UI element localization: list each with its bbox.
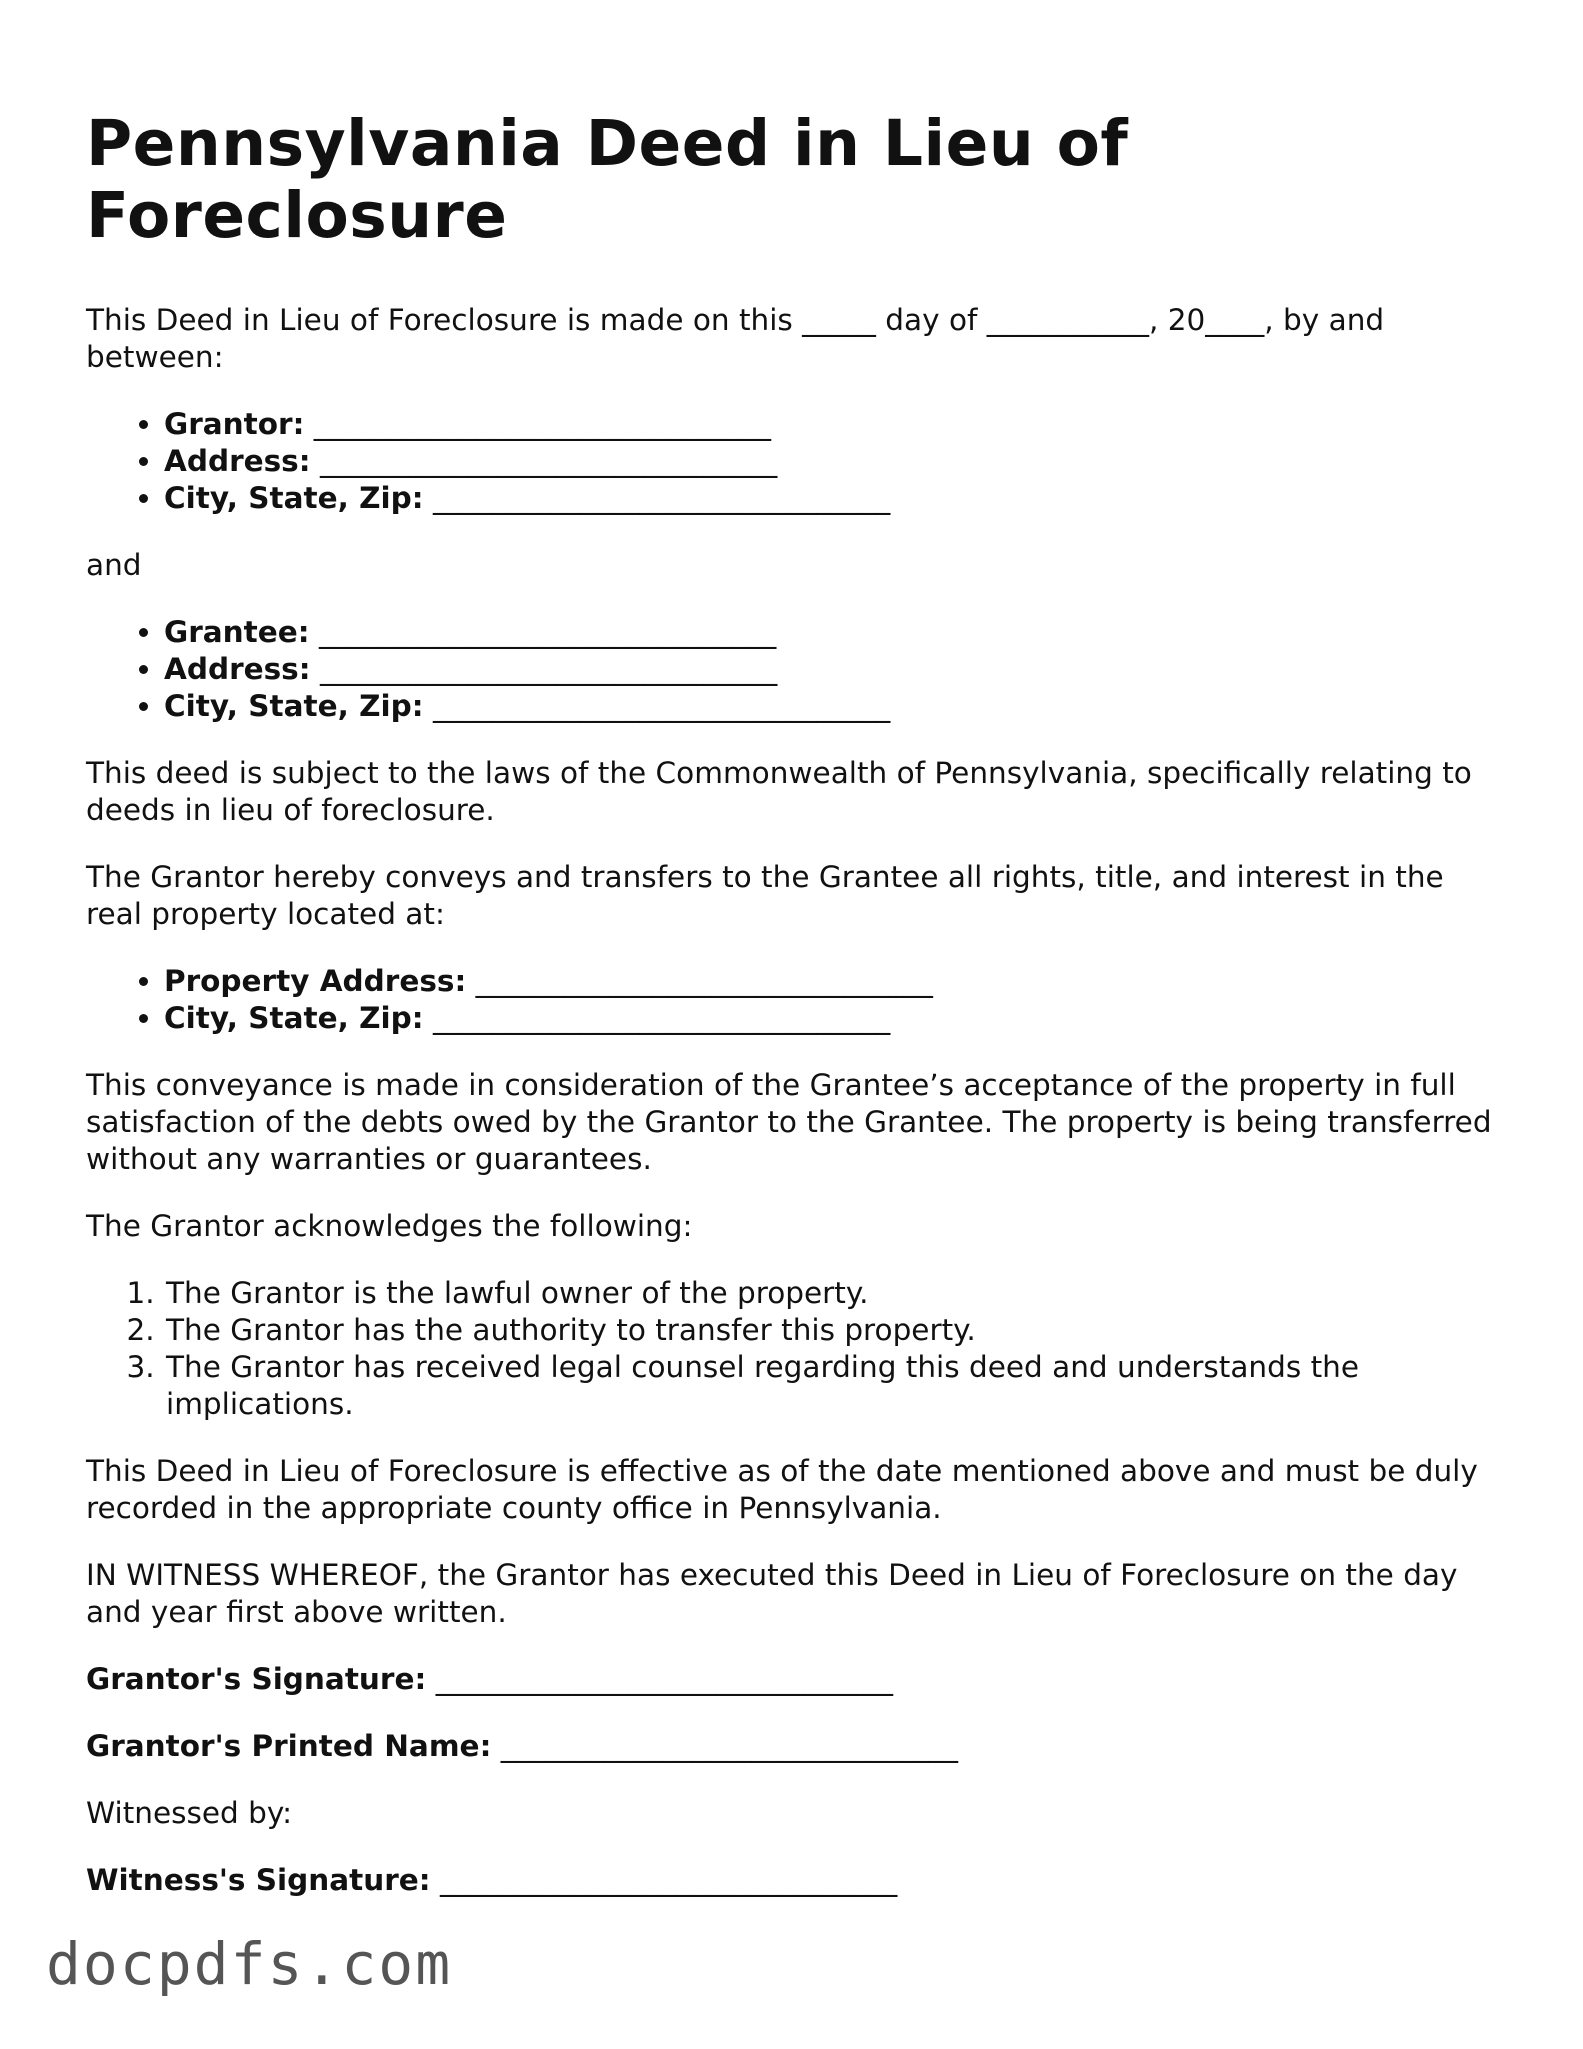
blank-line: _______________________________ [432, 1001, 891, 1035]
consideration-paragraph: This conveyance is made in consideration of the Grantee’s acceptance of the property in full satisfaction of the debts owed by the Grantor to the Grantee. The property is being transferred without any warranties or guarantees. [86, 1068, 1492, 1176]
field-label: City, State, Zip: [164, 1001, 424, 1035]
blank-line: _______________________________ [432, 689, 891, 723]
list-item [164, 651, 1506, 688]
blank-line: _______________________________ [475, 964, 933, 998]
laws-paragraph: This deed is subject to the laws of the Commonwealth of Pennsylvania, specifically relating to deeds in lieu of foreclosure. [86, 756, 1472, 827]
list-item [164, 963, 1506, 1000]
effective-paragraph: This Deed in Lieu of Foreclosure is effective as of the date mentioned above and must be duly recorded in the appropriate county office in Pennsylvania. [86, 1454, 1478, 1525]
blank-line: _______________________________ [319, 444, 778, 478]
list-item: 1. The Grantor is the lawful owner of the property. [164, 1275, 1506, 1312]
witness-signature-line [86, 1862, 1506, 1899]
watermark-text: docpdfs.com [46, 1930, 453, 1998]
blank-line: _______________________________ [319, 652, 778, 686]
field-label: Grantor: [164, 407, 305, 441]
grantor-fields-list [86, 406, 1506, 517]
acknowledgements-list [86, 1275, 1506, 1423]
property-fields-list [86, 963, 1506, 1037]
intro-paragraph: This Deed in Lieu of Foreclosure is made on this _____ day of ___________, 20____, by and between: [86, 303, 1385, 374]
blank-line: _______________________________ [313, 407, 772, 441]
list-item: 2. The Grantor has the authority to transfer this property. [164, 1312, 1506, 1349]
blank-line: _______________________________ [500, 1729, 959, 1763]
field-label: City, State, Zip: [164, 689, 424, 723]
document-page [86, 108, 1506, 1929]
field-label: Grantee: [164, 615, 310, 649]
grantor-printed-name-line [86, 1728, 1506, 1765]
grantor-signature-line [86, 1661, 1506, 1698]
list-item [164, 1000, 1506, 1037]
field-label: Grantor's Printed Name: [86, 1729, 492, 1763]
list-item [164, 480, 1506, 517]
field-label: Witness's Signature: [86, 1863, 431, 1897]
and-text: and [86, 548, 142, 582]
field-label: Property Address: [164, 964, 467, 998]
blank-line: _______________________________ [435, 1662, 893, 1696]
blank-line: _______________________________ [439, 1863, 898, 1897]
blank-line: _______________________________ [318, 615, 777, 649]
field-label: Address: [164, 652, 311, 686]
list-item [164, 443, 1506, 480]
acknowledge-intro: The Grantor acknowledges the following: [86, 1209, 693, 1243]
field-label: City, State, Zip: [164, 481, 424, 515]
blank-line: _______________________________ [432, 481, 891, 515]
document-title: Pennsylvania Deed in Lieu of Foreclosure [86, 107, 1129, 252]
list-item [164, 614, 1506, 651]
witnessed-by-text: Witnessed by: [86, 1796, 293, 1830]
list-item: 3. The Grantor has received legal counsel regarding this deed and understands the implications. [164, 1349, 1506, 1423]
field-label: Grantor's Signature: [86, 1662, 427, 1696]
convey-paragraph: The Grantor hereby conveys and transfers to the Grantee all rights, title, and interest in the real property located at: [86, 860, 1444, 931]
list-item [164, 406, 1506, 443]
list-item [164, 688, 1506, 725]
field-label: Address: [164, 444, 311, 478]
witness-paragraph: IN WITNESS WHEREOF, the Grantor has executed this Deed in Lieu of Foreclosure on the day and year first above written. [86, 1558, 1458, 1629]
grantee-fields-list [86, 614, 1506, 725]
